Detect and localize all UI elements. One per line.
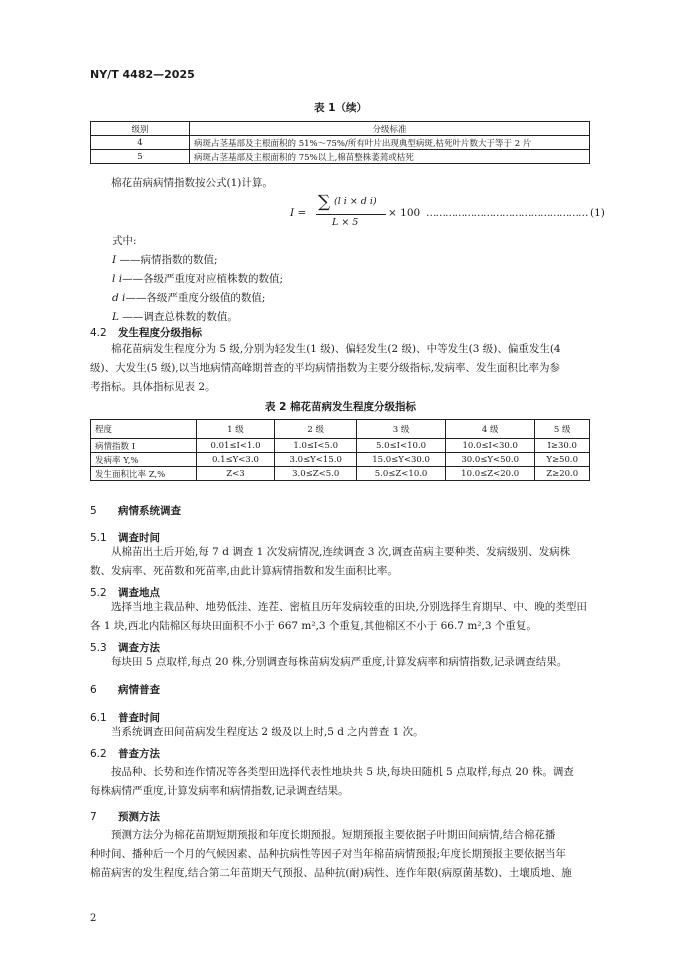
table-header-cell: 4 级 [446, 420, 535, 439]
section-4-2-heading: 4.2 发生程度分级指标 [90, 327, 202, 339]
formula-factor: × 100 [388, 207, 421, 219]
section-6-2-heading: 6.2 普查方法 [90, 748, 160, 760]
var-text: ——各级严重度对应植株数的数值; [122, 273, 284, 285]
table-row [91, 453, 590, 467]
formula-number: (1) [590, 207, 605, 219]
paragraph-line: 当系统调查田间苗病发生程度达 2 级及以上时,5 d 之内普查 1 次。 [111, 726, 424, 738]
section-6-heading: 6 病情普查 [90, 684, 160, 696]
paragraph-line: 种时间、播种后一个月的气候因素、品种抗病性等因子对当年棉苗病情预报;年度长期预报主要依据当年 [90, 848, 567, 860]
var-line [112, 251, 218, 270]
var-symbol: L [112, 311, 119, 323]
paragraph-line: 棉苗病害的发生程度,结合第二年苗期天气预报、品种抗(耐)病性、连作年限(病原菌基数)、土壤质地、施 [90, 867, 572, 879]
formula-leader-dots: …………………………………………… [426, 207, 588, 219]
table-cell: I≥30.0 [535, 439, 590, 453]
section-5-1-heading: 5.1 调查时间 [90, 532, 160, 544]
section-7-heading: 7 预测方法 [90, 811, 160, 823]
fraction-bar [316, 214, 386, 215]
section-5-2-heading: 5.2 调查地点 [90, 587, 160, 599]
table-row [91, 150, 590, 164]
table-header-row [91, 122, 590, 136]
table-cell: 发病率 Y,% [91, 453, 197, 467]
where-label: 式中: [112, 235, 137, 247]
table-cell: 3.0≤Y<15.0 [275, 453, 357, 467]
section-5-3-heading: 5.3 调查方法 [90, 642, 160, 654]
table-cell: 病情指数 I [91, 439, 197, 453]
table-cell: 病斑占茎基部及主根面积的 51%～75%/所有叶片出现典型病斑,枯死叶片数大于等于 2 片 [190, 136, 590, 150]
section-6-1-heading: 6.1 普查时间 [90, 712, 160, 724]
table-cell: 病斑占茎基部及主根面积的 75%以上,棉苗整株萎蔫或枯死 [190, 150, 590, 164]
sum-symbol: ∑ [318, 192, 331, 212]
table-cell: 30.0≤Y<50.0 [446, 453, 535, 467]
table-cell: 10.0≤Z<20.0 [446, 467, 535, 481]
paragraph-line: 从棉苗出土后开始,每 7 d 调查 1 次发病情况,连续调查 3 次,调查苗病主要种类、发病级别、发病株 [111, 546, 571, 558]
paragraph-line: 每块田 5 点取样,每点 20 株,分别调查每株苗病发病严重度,计算发病率和病情指数,记录调查结果。 [111, 656, 568, 668]
paragraph-line: 每株病情严重度,计算发病率和病情指数,记录调查结果。 [90, 785, 349, 797]
table1-caption: 表 1（续） [314, 102, 367, 114]
paragraph-line: 按品种、长势和连作情况等各类型田选择代表性地块共 5 块,每块田随机 5 点取样,每点 20 株。调查 [111, 766, 574, 778]
var-line [112, 289, 265, 308]
paragraph-line: 预测方法分为棉花苗期短期预报和年度长期预报。短期预报主要依据子叶期田间病情,结合棉花播 [111, 829, 556, 841]
table-cell: 4 [91, 136, 190, 150]
table-header-row [91, 420, 590, 439]
table-cell: Z≥20.0 [535, 467, 590, 481]
paragraph-line: 数、发病率、死苗数和死苗率,由此计算病情指数和发生面积比率。 [90, 565, 398, 577]
formula-intro: 棉花苗病病情指数按公式(1)计算。 [111, 177, 273, 189]
table-header-cell: 程度 [91, 420, 197, 439]
table-row [91, 467, 590, 481]
table-cell: 5.0≤Z<10.0 [357, 467, 446, 481]
table-header-cell: 2 级 [275, 420, 357, 439]
table-cell: 15.0≤Y<30.0 [357, 453, 446, 467]
page-number: 2 [90, 913, 97, 924]
table-cell: 10.0≤I<30.0 [446, 439, 535, 453]
var-symbol: I [112, 254, 117, 266]
table-header-cell: 3 级 [357, 420, 446, 439]
table-header-cell: 分级标准 [190, 122, 590, 136]
table-cell: 3.0≤Z<5.0 [275, 467, 357, 481]
section-5-heading: 5 病情系统调查 [90, 505, 181, 517]
paragraph-line: 选择当地主栽品种、地势低洼、连茬、密植且历年发病较重的田块,分别选择生育期早、中、晚的类型田 [111, 601, 587, 613]
table-cell: 0.1≤Y<3.0 [196, 453, 275, 467]
table-header-cell: 5 级 [535, 420, 590, 439]
table-cell: 发生面积比率 Z,% [91, 467, 197, 481]
table-header-cell: 级别 [91, 122, 190, 136]
formula-lhs: I = [290, 207, 307, 219]
var-symbol: l i [112, 273, 123, 285]
table-cell: 0.01≤I<1.0 [196, 439, 275, 453]
var-text: ——调查总株数的数值。 [118, 311, 238, 323]
paragraph-line: 各 1 块,西北内陆棉区每块田面积不小于 667 m²,3 个重复,其他棉区不小于 66.7 m²,3 个重复。 [90, 620, 537, 632]
formula-numerator: (l i × d i) [334, 196, 377, 207]
paragraph-line: 考指标。具体指标见表 2。 [90, 381, 216, 393]
table-cell: 5.0≤I<10.0 [357, 439, 446, 453]
table-row [91, 439, 590, 453]
formula-1 [290, 194, 620, 234]
paragraph-line: 棉花苗病发生程度分为 5 级,分别为轻发生(1 级)、偏轻发生(2 级)、中等发生(3 级)、偏重发生(4 [111, 343, 561, 355]
standard-number: NY/T 4482—2025 [90, 68, 195, 81]
var-text: ——各级严重度分级值的数值; [125, 292, 266, 304]
table2-caption: 表 2 棉花苗病发生程度分级指标 [264, 401, 417, 413]
table-header-cell: 1 级 [196, 420, 275, 439]
table-cell: Z<3 [196, 467, 275, 481]
table1 [90, 121, 590, 164]
table-cell: 1.0≤I<5.0 [275, 439, 357, 453]
table-row [91, 136, 590, 150]
var-text: ——病情指数的数值; [116, 254, 218, 266]
formula-denominator: L × 5 [332, 217, 359, 228]
var-symbol: d i [112, 292, 126, 304]
table2 [90, 419, 590, 481]
table-cell: 5 [91, 150, 190, 164]
paragraph-line: 级)、大发生(5 级),以当地病情高峰期普查的平均病情指数为主要分级指标,发病率、发生面积比率为参 [90, 362, 560, 374]
var-line [112, 270, 283, 289]
table-cell: Y≥50.0 [535, 453, 590, 467]
